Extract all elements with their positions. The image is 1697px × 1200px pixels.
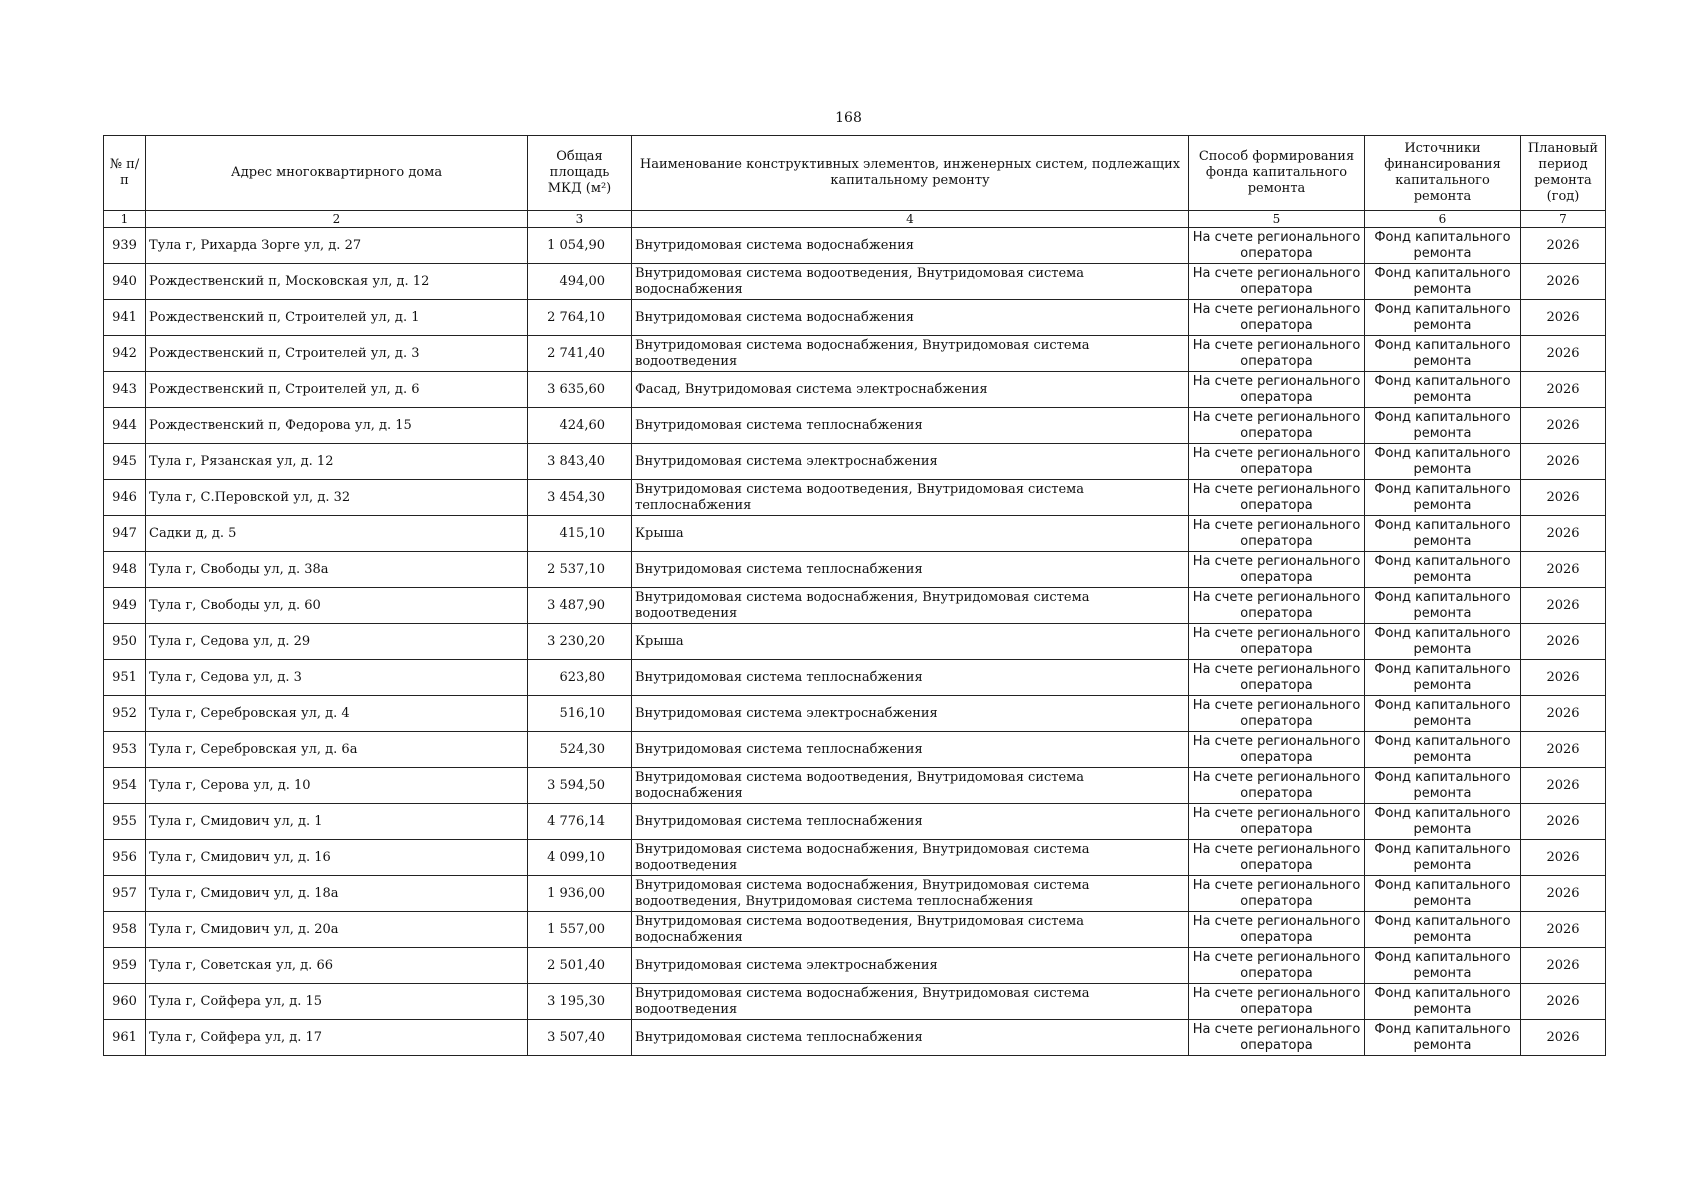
funding-source-cell: Фонд капитального ремонта (1365, 480, 1521, 516)
funding-source-cell: Фонд капитального ремонта (1365, 984, 1521, 1020)
fund-method-cell: На счете регионального оператора (1189, 228, 1365, 264)
table-row (104, 264, 1606, 300)
funding-source-cell: Фонд капитального ремонта (1365, 732, 1521, 768)
address-cell: Тула г, Свободы ул, д. 60 (146, 588, 528, 624)
fund-method-cell: На счете регионального оператора (1189, 408, 1365, 444)
fund-method-cell: На счете регионального оператора (1189, 588, 1365, 624)
column-number: 1 (104, 211, 146, 228)
area-cell: 516,10 (528, 696, 632, 732)
area-cell: 2 741,40 (528, 336, 632, 372)
table-row (104, 228, 1606, 264)
address-cell: Рождественский п, Федорова ул, д. 15 (146, 408, 528, 444)
funding-source-cell: Фонд капитального ремонта (1365, 444, 1521, 480)
elements-cell: Внутридомовая система электроснабжения (632, 696, 1189, 732)
address-cell: Рождественский п, Строителей ул, д. 6 (146, 372, 528, 408)
funding-source-cell: Фонд капитального ремонта (1365, 372, 1521, 408)
header-num: № п/п (104, 136, 146, 211)
row-number: 944 (104, 408, 146, 444)
column-number: 5 (1189, 211, 1365, 228)
header-elements: Наименование конструктивных элементов, инженерных систем, подлежащих капитальному ремонту (632, 136, 1189, 211)
fund-method-cell: На счете регионального оператора (1189, 804, 1365, 840)
header-area: Общая площадь МКД (м²) (528, 136, 632, 211)
row-number: 957 (104, 876, 146, 912)
column-number: 4 (632, 211, 1189, 228)
fund-method-cell: На счете регионального оператора (1189, 1020, 1365, 1056)
address-cell: Тула г, Смидович ул, д. 18а (146, 876, 528, 912)
fund-method-cell: На счете регионального оператора (1189, 768, 1365, 804)
address-cell: Тула г, Сойфера ул, д. 17 (146, 1020, 528, 1056)
repair-year-cell: 2026 (1521, 264, 1606, 300)
repair-year-cell: 2026 (1521, 660, 1606, 696)
elements-cell: Внутридомовая система теплоснабжения (632, 732, 1189, 768)
fund-method-cell: На счете регионального оператора (1189, 480, 1365, 516)
elements-cell: Крыша (632, 516, 1189, 552)
fund-method-cell: На счете регионального оператора (1189, 696, 1365, 732)
elements-cell: Внутридомовая система водоотведения, Внутридомовая система теплоснабжения (632, 480, 1189, 516)
area-cell: 494,00 (528, 264, 632, 300)
repair-year-cell: 2026 (1521, 984, 1606, 1020)
row-number: 958 (104, 912, 146, 948)
elements-cell: Внутридомовая система водоотведения, Внутридомовая система водоснабжения (632, 768, 1189, 804)
address-cell: Тула г, Седова ул, д. 3 (146, 660, 528, 696)
row-number: 951 (104, 660, 146, 696)
address-cell: Садки д, д. 5 (146, 516, 528, 552)
area-cell: 1 557,00 (528, 912, 632, 948)
repair-year-cell: 2026 (1521, 444, 1606, 480)
table-row (104, 660, 1606, 696)
address-cell: Рождественский п, Московская ул, д. 12 (146, 264, 528, 300)
fund-method-cell: На счете регионального оператора (1189, 984, 1365, 1020)
table-body (104, 228, 1606, 1056)
table-row (104, 696, 1606, 732)
fund-method-cell: На счете регионального оператора (1189, 300, 1365, 336)
address-cell: Тула г, Свободы ул, д. 38а (146, 552, 528, 588)
area-cell: 623,80 (528, 660, 632, 696)
elements-cell: Внутридомовая система водоотведения, Внутридомовая система водоснабжения (632, 264, 1189, 300)
row-number: 947 (104, 516, 146, 552)
elements-cell: Внутридомовая система водоснабжения, Внутридомовая система водоотведения (632, 984, 1189, 1020)
elements-cell: Внутридомовая система водоотведения, Внутридомовая система водоснабжения (632, 912, 1189, 948)
repair-year-cell: 2026 (1521, 516, 1606, 552)
header-fund-method: Способ формирования фонда капитального ремонта (1189, 136, 1365, 211)
repair-year-cell: 2026 (1521, 768, 1606, 804)
area-cell: 415,10 (528, 516, 632, 552)
fund-method-cell: На счете регионального оператора (1189, 660, 1365, 696)
table-row (104, 516, 1606, 552)
area-cell: 3 230,20 (528, 624, 632, 660)
repair-year-cell: 2026 (1521, 372, 1606, 408)
address-cell: Тула г, Серебровская ул, д. 4 (146, 696, 528, 732)
area-cell: 1 054,90 (528, 228, 632, 264)
address-cell: Тула г, Сойфера ул, д. 15 (146, 984, 528, 1020)
row-number: 946 (104, 480, 146, 516)
table-row (104, 984, 1606, 1020)
funding-source-cell: Фонд капитального ремонта (1365, 696, 1521, 732)
table-row (104, 912, 1606, 948)
funding-source-cell: Фонд капитального ремонта (1365, 408, 1521, 444)
page-number: 168 (835, 110, 862, 126)
elements-cell: Внутридомовая система водоснабжения, Внутридомовая система водоотведения (632, 336, 1189, 372)
repair-year-cell: 2026 (1521, 336, 1606, 372)
elements-cell: Внутридомовая система водоснабжения, Внутридомовая система водоотведения (632, 840, 1189, 876)
address-cell: Тула г, Серова ул, д. 10 (146, 768, 528, 804)
table-row (104, 804, 1606, 840)
table-row (104, 552, 1606, 588)
area-cell: 4 776,14 (528, 804, 632, 840)
address-cell: Рождественский п, Строителей ул, д. 1 (146, 300, 528, 336)
column-number-row (104, 211, 1606, 228)
area-cell: 3 843,40 (528, 444, 632, 480)
repair-year-cell: 2026 (1521, 876, 1606, 912)
area-cell: 424,60 (528, 408, 632, 444)
row-number: 939 (104, 228, 146, 264)
repair-year-cell: 2026 (1521, 840, 1606, 876)
area-cell: 3 594,50 (528, 768, 632, 804)
fund-method-cell: На счете регионального оператора (1189, 732, 1365, 768)
row-number: 943 (104, 372, 146, 408)
elements-cell: Внутридомовая система водоснабжения (632, 300, 1189, 336)
address-cell: Тула г, С.Перовской ул, д. 32 (146, 480, 528, 516)
area-cell: 2 501,40 (528, 948, 632, 984)
table-row (104, 336, 1606, 372)
row-number: 950 (104, 624, 146, 660)
repair-year-cell: 2026 (1521, 912, 1606, 948)
column-number: 7 (1521, 211, 1606, 228)
elements-cell: Внутридомовая система электроснабжения (632, 444, 1189, 480)
address-cell: Тула г, Рязанская ул, д. 12 (146, 444, 528, 480)
repair-year-cell: 2026 (1521, 552, 1606, 588)
row-number: 960 (104, 984, 146, 1020)
table-row (104, 876, 1606, 912)
funding-source-cell: Фонд капитального ремонта (1365, 264, 1521, 300)
area-cell: 524,30 (528, 732, 632, 768)
elements-cell: Внутридомовая система теплоснабжения (632, 1020, 1189, 1056)
row-number: 952 (104, 696, 146, 732)
area-cell: 3 195,30 (528, 984, 632, 1020)
funding-source-cell: Фонд капитального ремонта (1365, 804, 1521, 840)
funding-source-cell: Фонд капитального ремонта (1365, 624, 1521, 660)
table-row (104, 408, 1606, 444)
row-number: 954 (104, 768, 146, 804)
table-row (104, 840, 1606, 876)
fund-method-cell: На счете регионального оператора (1189, 552, 1365, 588)
header-sources: Источники финансирования капитального ремонта (1365, 136, 1521, 211)
repair-year-cell: 2026 (1521, 588, 1606, 624)
header-period: Плановый период ремонта (год) (1521, 136, 1606, 211)
area-cell: 3 507,40 (528, 1020, 632, 1056)
header-row (104, 136, 1606, 211)
area-cell: 3 635,60 (528, 372, 632, 408)
elements-cell: Внутридомовая система теплоснабжения (632, 408, 1189, 444)
row-number: 953 (104, 732, 146, 768)
repair-year-cell: 2026 (1521, 480, 1606, 516)
funding-source-cell: Фонд капитального ремонта (1365, 588, 1521, 624)
repair-year-cell: 2026 (1521, 300, 1606, 336)
row-number: 942 (104, 336, 146, 372)
elements-cell: Внутридомовая система водоснабжения, Внутридомовая система водоотведения, Внутридомовая система теплоснабжения (632, 876, 1189, 912)
table-row (104, 624, 1606, 660)
funding-source-cell: Фонд капитального ремонта (1365, 948, 1521, 984)
table-row (104, 372, 1606, 408)
table-row (104, 444, 1606, 480)
address-cell: Тула г, Рихарда Зорге ул, д. 27 (146, 228, 528, 264)
fund-method-cell: На счете регионального оператора (1189, 840, 1365, 876)
area-cell: 2 537,10 (528, 552, 632, 588)
table-row (104, 948, 1606, 984)
row-number: 949 (104, 588, 146, 624)
fund-method-cell: На счете регионального оператора (1189, 444, 1365, 480)
funding-source-cell: Фонд капитального ремонта (1365, 300, 1521, 336)
repair-program-table (103, 135, 1606, 1056)
fund-method-cell: На счете регионального оператора (1189, 912, 1365, 948)
address-cell: Тула г, Советская ул, д. 66 (146, 948, 528, 984)
funding-source-cell: Фонд капитального ремонта (1365, 840, 1521, 876)
repair-year-cell: 2026 (1521, 948, 1606, 984)
funding-source-cell: Фонд капитального ремонта (1365, 228, 1521, 264)
fund-method-cell: На счете регионального оператора (1189, 624, 1365, 660)
address-cell: Тула г, Смидович ул, д. 20а (146, 912, 528, 948)
elements-cell: Внутридомовая система водоснабжения (632, 228, 1189, 264)
fund-method-cell: На счете регионального оператора (1189, 336, 1365, 372)
area-cell: 1 936,00 (528, 876, 632, 912)
repair-year-cell: 2026 (1521, 732, 1606, 768)
fund-method-cell: На счете регионального оператора (1189, 876, 1365, 912)
elements-cell: Внутридомовая система электроснабжения (632, 948, 1189, 984)
area-cell: 2 764,10 (528, 300, 632, 336)
address-cell: Тула г, Смидович ул, д. 1 (146, 804, 528, 840)
address-cell: Тула г, Серебровская ул, д. 6а (146, 732, 528, 768)
funding-source-cell: Фонд капитального ремонта (1365, 1020, 1521, 1056)
column-number: 6 (1365, 211, 1521, 228)
area-cell: 3 454,30 (528, 480, 632, 516)
funding-source-cell: Фонд капитального ремонта (1365, 912, 1521, 948)
funding-source-cell: Фонд капитального ремонта (1365, 660, 1521, 696)
funding-source-cell: Фонд капитального ремонта (1365, 516, 1521, 552)
fund-method-cell: На счете регионального оператора (1189, 264, 1365, 300)
funding-source-cell: Фонд капитального ремонта (1365, 552, 1521, 588)
area-cell: 3 487,90 (528, 588, 632, 624)
table-row (104, 732, 1606, 768)
table-row (104, 588, 1606, 624)
elements-cell: Фасад, Внутридомовая система электроснабжения (632, 372, 1189, 408)
row-number: 956 (104, 840, 146, 876)
repair-year-cell: 2026 (1521, 228, 1606, 264)
area-cell: 4 099,10 (528, 840, 632, 876)
repair-year-cell: 2026 (1521, 1020, 1606, 1056)
table-row (104, 768, 1606, 804)
fund-method-cell: На счете регионального оператора (1189, 516, 1365, 552)
column-number: 3 (528, 211, 632, 228)
table-row (104, 1020, 1606, 1056)
table-row (104, 480, 1606, 516)
address-cell: Тула г, Седова ул, д. 29 (146, 624, 528, 660)
elements-cell: Внутридомовая система водоснабжения, Внутридомовая система водоотведения (632, 588, 1189, 624)
fund-method-cell: На счете регионального оператора (1189, 948, 1365, 984)
row-number: 959 (104, 948, 146, 984)
funding-source-cell: Фонд капитального ремонта (1365, 336, 1521, 372)
row-number: 961 (104, 1020, 146, 1056)
row-number: 941 (104, 300, 146, 336)
funding-source-cell: Фонд капитального ремонта (1365, 876, 1521, 912)
address-cell: Рождественский п, Строителей ул, д. 3 (146, 336, 528, 372)
header-address: Адрес многоквартирного дома (146, 136, 528, 211)
repair-year-cell: 2026 (1521, 804, 1606, 840)
row-number: 940 (104, 264, 146, 300)
row-number: 945 (104, 444, 146, 480)
elements-cell: Внутридомовая система теплоснабжения (632, 552, 1189, 588)
table-row (104, 300, 1606, 336)
repair-year-cell: 2026 (1521, 624, 1606, 660)
column-number: 2 (146, 211, 528, 228)
row-number: 948 (104, 552, 146, 588)
elements-cell: Внутридомовая система теплоснабжения (632, 660, 1189, 696)
elements-cell: Крыша (632, 624, 1189, 660)
fund-method-cell: На счете регионального оператора (1189, 372, 1365, 408)
repair-year-cell: 2026 (1521, 696, 1606, 732)
elements-cell: Внутридомовая система теплоснабжения (632, 804, 1189, 840)
row-number: 955 (104, 804, 146, 840)
repair-year-cell: 2026 (1521, 408, 1606, 444)
funding-source-cell: Фонд капитального ремонта (1365, 768, 1521, 804)
address-cell: Тула г, Смидович ул, д. 16 (146, 840, 528, 876)
